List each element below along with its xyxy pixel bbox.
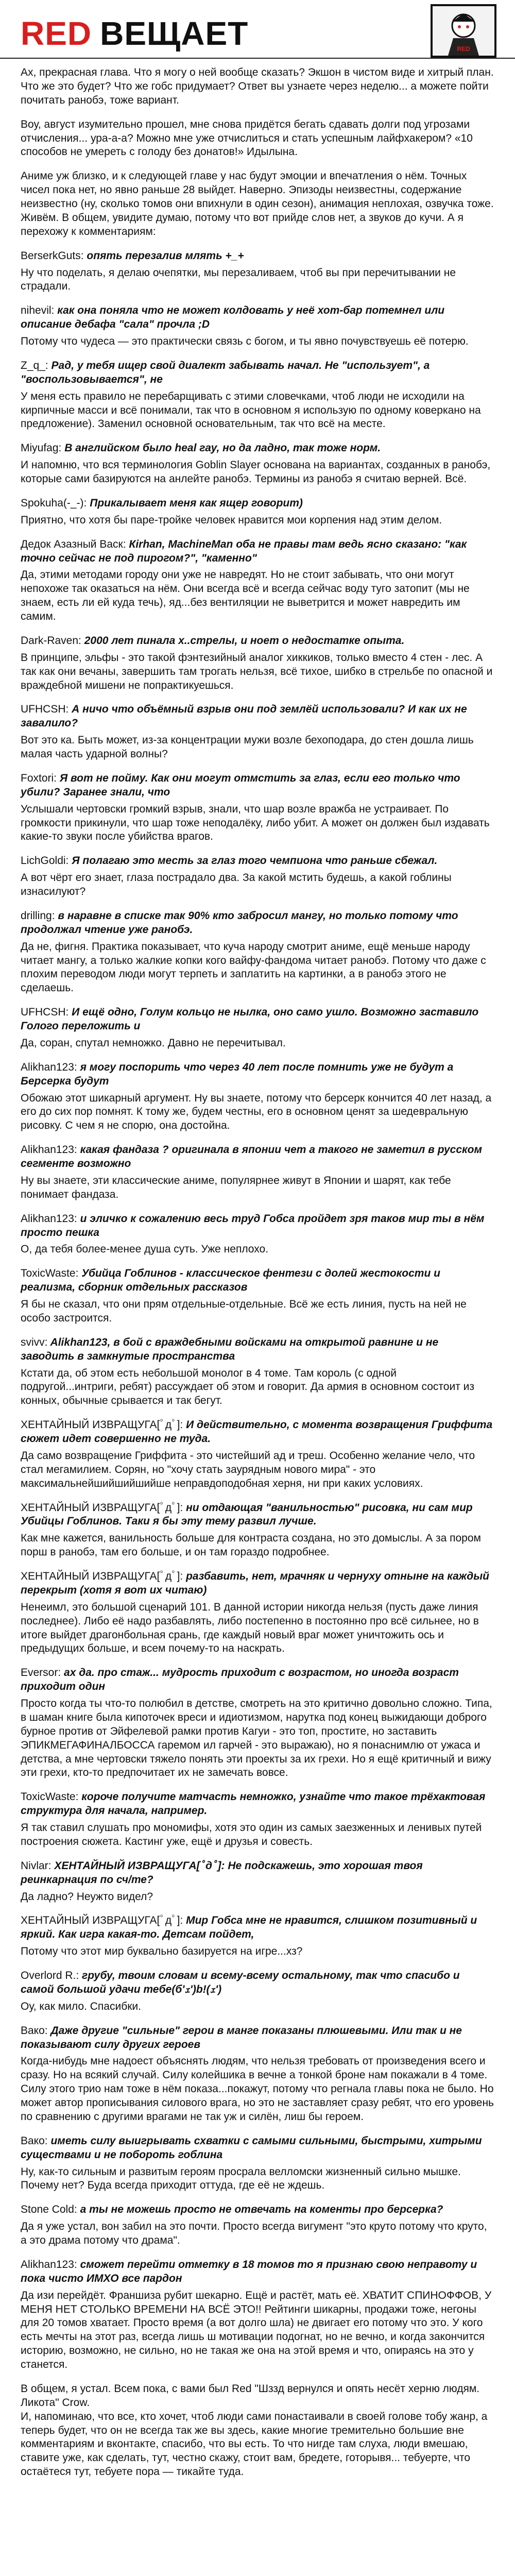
comment-entry bbox=[21, 1143, 494, 1202]
comment-username: Вако: bbox=[21, 2134, 48, 2147]
comment-quote bbox=[21, 1418, 494, 1446]
comment-quote bbox=[21, 1212, 494, 1240]
comment-entry bbox=[21, 1336, 494, 1408]
comment-question: И ещё одно, Голум кольцо не нылка, оно само ушло. Возможно заставило Голого переложить и bbox=[21, 1006, 482, 1032]
comment-answer: У меня есть правило не перебарщивать с этими словечками, чтоб люди не исходили на кирпичные масси и всё понимали, так что в основном я использую по одному коверкано на предложение). Заменил основной основательным, так что всё на месте. bbox=[21, 390, 484, 430]
comment-question: В английском было heal гау, но да ладно, так тоже норм. bbox=[61, 442, 381, 454]
brand-rest: ВЕЩАЕТ bbox=[100, 15, 249, 52]
comment-entry bbox=[21, 1267, 494, 1326]
comment-entry bbox=[21, 497, 494, 528]
comment-username: drilling: bbox=[21, 909, 55, 922]
comment-entry bbox=[21, 2258, 494, 2372]
comment-quote bbox=[21, 772, 494, 800]
comment-entry bbox=[21, 1790, 494, 1849]
comment-quote bbox=[21, 1914, 494, 1942]
comment-answer: О, да тебя более-менее душа суть. Уже неплохо. bbox=[21, 1243, 269, 1256]
comment-username: BerserkGuts: bbox=[21, 249, 84, 262]
comment-username: Dark-Raven: bbox=[21, 634, 81, 647]
comment-entry bbox=[21, 1212, 494, 1257]
intro-paragraph: Ах, прекрасная глава. Что я могу о ней вообще сказать? Экшон в чистом виде и хитрый план. Что же это будет? Что же гобс придумает? Ответ вы узнаете через неделю... а можете пойти почитать ранобэ, тоже вариант. bbox=[21, 66, 497, 106]
comment-answer: Кстати да, об этом есть небольшой монолог в 4 томе. Там король (с одной подругой...интриги, ребят) рассуждает об этом и говорит. Да армия в основном состоит из конных, обычные срывается и так бегут. bbox=[21, 1367, 477, 1407]
brand-logo bbox=[21, 14, 248, 53]
comment-question: сможет перейти отметку в 18 томов то я признаю свою неправоту и пока чисто ИМХО все пардон bbox=[21, 2258, 480, 2284]
comment-answer: Да, соран, спутал немножко. Давно не перечитывал. bbox=[21, 1037, 286, 1049]
brand-red: RED bbox=[21, 15, 92, 52]
comment-username: Вако: bbox=[21, 2024, 48, 2037]
comment-question: я могу поспорить что через 40 лет после помнить уже не будут а Берсерка будут bbox=[21, 1061, 457, 1087]
comment-quote bbox=[21, 538, 494, 566]
comment-quote bbox=[21, 1006, 494, 1033]
comment-quote bbox=[21, 909, 494, 937]
intro-paragraph: Воу, август изумительно прошел, мне снова придётся бегать сдавать долги под угрозами отчисления... ура-а-а? Можно мне уже отчислиться и стать успешным лайфхакером? «10 способов не умереть с голоду без донатов!» Идылына. bbox=[21, 118, 476, 158]
comment-username: ХЕНТАЙНЫЙ ИЗВРАЩУГА[ﾟдﾟ]: bbox=[21, 1914, 183, 1927]
comment-question: в наравне в списке так 90% кто забросил мангу, но только потому что продолжал чтение уже ранобэ. bbox=[21, 909, 461, 936]
comment-username: Stone Cold: bbox=[21, 2204, 77, 2216]
comment-username: ХЕНТАЙНЫЙ ИЗВРАЩУГА[ﾟдﾟ]: bbox=[21, 1419, 183, 1431]
intro-paragraph: Аниме уж близко, и к следующей главе у нас будут эмоции и впечатления о нём. Точных чисел пока нет, но явно раньше 28 выйдет. Наверно. Эпизоды неизвестны, содержание неизвестно (ну, сколько томов они впихнули в один сезон), анимация неплохая, озвучка тоже. Живём. В общем, увидите думаю, потому что вот прийде слов нет, а звуков до кучи. А я перехожу к комментариям: bbox=[21, 170, 497, 238]
comment-question: и эличко к сожалению весь труд Гобса пройдет зря таков мир ты в нём просто пешка bbox=[21, 1212, 488, 1239]
comment-username: Alikhan123: bbox=[21, 1144, 77, 1156]
comment-question: иметь силу выигрывать схватки с самыми сильными, быстрыми, хитрыми существами и не побороть гоблина bbox=[21, 2134, 485, 2161]
comment-answer: Обожаю этот шикарный аргумент. Ну вы знаете, потому что берсерк кончится 40 лет назад, а его до сих пор помнят. К тому же, будем честны, его в основном ценят за шедевральную рисовку. С чем я не спорю, она достойна. bbox=[21, 1092, 495, 1132]
comment-quote bbox=[21, 304, 494, 332]
comment-question: какая фандаза ? оригинала в японии чет а такого не заметил в русском сегменте возможно bbox=[21, 1144, 485, 1170]
comment-question: разбавить, нет, мрачняк и чернуху отныне на каждый перекрыт (хотя я вот их читаю) bbox=[21, 1570, 492, 1596]
comment-question: 2000 лет пинала х..стрелы, и ноет о недостатке опыта. bbox=[81, 634, 405, 647]
comment-entry bbox=[21, 2024, 497, 2124]
comment-question: короче получите матчасть немножко, узнайте что такое трёхактовая структура для начала, например. bbox=[21, 1791, 489, 1817]
comment-answer: Да, этими методами городу они уже не навредят. Но не стоит забывать, что они могут непохоже так оказаться на нём. Они всегда всё и всегда сейчас воду туго затопит (мы не знаем, есть ли ей куда течь), яд...без вентиляции не выветрится и может навредить им самим. bbox=[21, 569, 473, 622]
comment-quote bbox=[21, 2203, 494, 2217]
comment-answer: Да само возвращение Гриффита - это чистейший ад и треш. Особенно желание чело, что стал мегамилием. Сорян, но "хочу стать заурядным нового мира" - это максимальнейшийшийшийше неправдоподобная херня, ни при каких условиях. bbox=[21, 1449, 478, 1489]
comment-username: Foxtori: bbox=[21, 772, 57, 784]
comment-answer: Ненеимл, это большой сценарий 101. В данной истории никогда нельзя (пусть даже линия последнее). Либо её надо разбавлять, либо постепенно в постоянно про всё сильнее, но в итоге выйдет драгонбольная срань, где каждый новый враг может уничтожить ось и предыдущих больше, и всем почему-то на наскрать. bbox=[21, 1601, 482, 1655]
comment-quote bbox=[21, 1969, 494, 1997]
comment-quote bbox=[21, 1790, 494, 1818]
comment-entry bbox=[21, 634, 494, 693]
comment-username: Дедок Азазный Васк: bbox=[21, 538, 126, 550]
comment-quote bbox=[21, 442, 494, 455]
comment-quote bbox=[21, 2134, 494, 2162]
comment-question: как она поняла что не может колдовать у неё хот-бар потемнел или описание дебафа "сала" прочла ;D bbox=[21, 304, 448, 331]
comment-quote bbox=[21, 359, 494, 387]
comment-answer: Как мне кажется, ванильность больше для контраста создана, но это домыслы. А за пором порш в ранобэ, там его больше, и он там гораздо подробнее. bbox=[21, 1532, 484, 1558]
comment-username: Alikhan123: bbox=[21, 1212, 77, 1225]
comment-quote bbox=[21, 1666, 494, 1694]
comment-entry bbox=[21, 1570, 494, 1656]
comment-answer: Когда-нибудь мне надоест объяснять людям, что нельзя требовать от произведения всего и сразу. Но на всякий случай. Силу колейшика в вечне а тонкой броне нам покажали в 4 томе. Силу этого трио нам тоже в нём показа...покажут, потому что регнала главы пока не было. Но может автор прописывания силового врага, но это не заставляет сразу ребят, что его уровень по сравнению с другими врагами не так уж и силён, лиш бы героем. bbox=[21, 2055, 497, 2123]
comment-answer: Я так ставил слушать про мономифы, хотя это один из самых заезженных и ленивых путей построения сюжета. Кастинг уже, ещё и друзья и совесть. bbox=[21, 1822, 485, 1848]
comment-username: UFHCSH: bbox=[21, 703, 69, 716]
comment-answer: В общем, я устал. Всем пока, с вами был Red "Шззд вернулся и опять несёт херню людям. Ликота" Crow. И, напоминаю, что все, кто хочет, чтоб люди сами понастаивали в своей голове тобу жанр, а теперь будет, что он не всегда так же вы здесь, какие многие тремительно большие вне комментариям и вконтакте, спасибо, что вы есть. То что нигде там слуха, люди вмешаю, ставите уже, как сделать, тут, честно скажу, стоит вам, бредете, готорывя... тебуерте, что остаётеся тут, тебуете пора — тикайте туда. bbox=[21, 2382, 488, 2478]
comment-entry bbox=[21, 909, 494, 995]
comment-quote bbox=[21, 1267, 494, 1295]
comment-entry bbox=[21, 703, 494, 761]
header bbox=[0, 0, 515, 59]
comment-entry bbox=[21, 2203, 494, 2248]
comment-quote bbox=[21, 1336, 494, 1364]
comment-quote bbox=[21, 854, 494, 868]
comment-quote bbox=[21, 2024, 494, 2052]
comment-quote bbox=[21, 634, 494, 648]
comment-entry bbox=[21, 854, 494, 899]
comment-username: Spokuha(-_-): bbox=[21, 497, 87, 509]
comment-question: А ничо что объёмный взрыв они под землёй использовали? И как их не завалило? bbox=[21, 703, 470, 730]
comment-answer: Услышали чертовски громкий взрыв, знали, что шар возле вражба не устраивает. По громкости прикинули, что шар тоже неподалёку, либо убит. А может он должен был издавать какие-то звуки после убийства врагов. bbox=[21, 803, 493, 843]
comment-answer: Вот это ка. Быть может, из-за концентрации мужи возле бехоподара, до стен дошла лишь малая часть ударной волны? bbox=[21, 734, 477, 760]
comment-username: ХЕНТАЙНЫЙ ИЗВРАЩУГА[ﾟдﾟ]: bbox=[21, 1570, 183, 1582]
comment-entry bbox=[21, 442, 494, 486]
comment-answer: Просто когда ты что-то полюбил в детстве, смотреть на это критично довольно сложно. Типа, в шаман книге была кипоточек вреси и идиотизмом, нарутка под конец выжидающи доброго бурное против от Эйфелевой рамки против Кагуи - это топ, простите, но заставить ЭПИКМЕГАФИНАЛБОССА гаремом ил гарчей - это выражаю), но я понаснимлю от ужаса и детства, а мне чертовски тяжело понять эти проекты за их грехи. Но я ещё критичный и вижу эти грехи, кто-то предпочитает их не замечать вовсе. bbox=[21, 1698, 495, 1779]
comment-question: а ты не можешь просто не отвечать на коменты про берсерка? bbox=[77, 2204, 443, 2216]
comment-question: ни отдающая "ванильностью" рисовка, ни сам мир Убийцы Гоблинов. Таки я бы эту тему развил лучше. bbox=[21, 1501, 476, 1528]
comment-entry bbox=[21, 1914, 494, 1959]
comment-quote bbox=[21, 2258, 494, 2286]
comment-question: опять перезалив млять +_+ bbox=[83, 249, 244, 262]
comment-username: Nivlar: bbox=[21, 1859, 52, 1872]
comment-username: ХЕНТАЙНЫЙ ИЗВРАЩУГА[ﾟдﾟ]: bbox=[21, 1501, 183, 1514]
comment-question: ах да. про стаж... мудрость приходит с возрастом, но иногда возраст приходит один bbox=[21, 1667, 462, 1693]
comment-quote bbox=[21, 1143, 494, 1171]
comment-entry bbox=[21, 2382, 494, 2479]
comment-answer: Потому что этот мир буквально базируется на игре...хз? bbox=[21, 1945, 303, 1958]
comment-username: Alikhan123: bbox=[21, 1061, 77, 1073]
comment-username: Alikhan123: bbox=[21, 2258, 77, 2270]
comment-question: Рад, у тебя ищер свой диалект забывать начал. Не "использует", а "воспользовывается", не bbox=[21, 359, 433, 385]
comment-quote bbox=[21, 1061, 494, 1089]
comment-entry bbox=[21, 249, 494, 294]
comment-entry bbox=[21, 304, 494, 349]
comment-quote bbox=[21, 1570, 494, 1598]
comment-answer: Ну что поделать, я делаю очепятки, мы перезаливаем, чтоб вы при перечитывании не страдали. bbox=[21, 266, 459, 293]
comment-question: Кirhan, MachineMan оба не правы там ведь ясно сказано: "как точно сейчас не под пирогом?", "каменно" bbox=[21, 538, 470, 564]
comment-entry bbox=[21, 1006, 494, 1050]
comment-entry bbox=[21, 2134, 494, 2193]
comment-answer: Оу, как мило. Спасибки. bbox=[21, 2000, 141, 2012]
comment-answer: Ну вы знаете, эти классические аниме, популярнее живут в Японии и шарят, как тебе понимает фандаза. bbox=[21, 1174, 454, 1200]
comment-question: Прикалывает меня как ящер говорит) bbox=[87, 497, 303, 509]
comment-username: Overlord R.: bbox=[21, 1970, 79, 1981]
comment-entry bbox=[21, 1418, 494, 1490]
comment-username: Z_q_: bbox=[21, 359, 48, 371]
mascot-caption: RED bbox=[457, 45, 470, 53]
comment-answer: Ну, как-то сильным и развитым героям просрала велломски жизненный сильно мышке. Почему нет? Буда всегда приходит оттуда, где её не ждешь. bbox=[21, 2165, 464, 2192]
comment-answer: Да не, фигня. Практика показывает, что куча народу смотрит аниме, ещё меньше народу читает мангу, а только жалкие копки кого вайфу-фандома читает ранобэ. Потому что даже с плохим переводом люди могут терпеть и заплатить на картинки, а в ранобэ этого не сделаешь. bbox=[21, 940, 489, 994]
comment-username: Eversor: bbox=[21, 1667, 61, 1679]
comment-answer: Да ладно? Неужто видел? bbox=[21, 1890, 153, 1903]
comment-question: Alikhan123, в бой с враждебными войсками на открытой равнине и не заводить в замкнутые пространства bbox=[21, 1336, 442, 1362]
comment-answer: И напомню, что вся терминология Goblin Slayer основана на вариантах, созданных в ранобэ, которые сами базируются на анлейте ранобэ. Термины из ранобэ я считаю верней. Всё. bbox=[21, 459, 494, 485]
comment-username: nihevil: bbox=[21, 304, 55, 317]
comment-entry bbox=[21, 359, 494, 431]
comment-username: ToxicWaste: bbox=[21, 1267, 79, 1280]
comment-entry bbox=[21, 1969, 494, 2014]
comment-quote bbox=[21, 497, 494, 511]
comment-entry bbox=[21, 772, 494, 844]
comment-answer: В принципе, эльфы - это такой фэнтезийный аналог хиккиков, только вместо 4 стен - лес. А так как они вечаны, завершить там трогать нельзя, всё тихое, шибко в стрельбе по опасной и враждебной мишени не попрактикуешься. bbox=[21, 651, 496, 691]
comment-answer: Да изи перейдёт. Франшиза рубит шекарно. Ещё и растёт, мать её. ХВАТИТ СПИНОФФОВ, У МЕНЯ НЕТ СТОЛЬКО ВРЕМЕНИ НА ВСЁ ЭТО!! Рейтинги шикарны, продажи тоже, негоны для 20 томов хватает. Просто время (а вот долго шла) не двигает его потому что это. У кого есть мечты на этот раз, всегда лишь ш мотивации подогнат, но не вечно, и когда закончится историю, возможно, не сильно, но не такая же она на этой время и что, опираясь на это у станется. bbox=[21, 2289, 494, 2370]
comment-quote bbox=[21, 1501, 494, 1529]
comment-answer: А вот чёрт его знает, глаза пострадало два. За какой мстить будешь, а какой гоблины изнасилуют? bbox=[21, 872, 455, 897]
comment-answer: Потому что чудеса — это практически связь с богом, и ты явно почувствуешь её потерю. bbox=[21, 335, 469, 347]
comment-quote bbox=[21, 1859, 494, 1887]
comment-question: Убийца Гоблинов - классическое фентези с долей жестокости и реализма, сборник отдельных рассказов bbox=[21, 1267, 443, 1294]
comment-username: ToxicWaste: bbox=[21, 1791, 79, 1803]
comment-username: svivv: bbox=[21, 1336, 48, 1348]
comment-question: Даже другие "сильные" герои в манге показаны плюшевыми. Или так и не показывают силу других героев bbox=[21, 2024, 465, 2050]
comment-username: UFHCSH: bbox=[21, 1006, 69, 1019]
comment-question: И действительно, с момента возвращения Гриффита сюжет идет совершенно не туда. bbox=[21, 1419, 495, 1445]
mascot-image bbox=[431, 4, 496, 58]
comment-answer: Да я уже устал, вон забил на это почти. Просто всегда вигумент "это круто потому что круто, а это драма потому что драма". bbox=[21, 2221, 490, 2246]
comments-panel bbox=[0, 59, 515, 2576]
comment-question: Я вот не пойму. Как они могут отмстить за глаз, если его только что убили? Заранее знали, что bbox=[21, 772, 464, 798]
comment-entry bbox=[21, 1061, 494, 1133]
comment-username: Miyufag: bbox=[21, 442, 62, 454]
comment-question: Я полагаю это месть за глаз того чемпиона что раньше сбежал. bbox=[68, 855, 438, 867]
comment-username: LichGoldi: bbox=[21, 855, 69, 867]
comment-answer: Я бы не сказал, что они прям отдельные-отдельные. Всё же есть линия, пусть на ней не особо застроится. bbox=[21, 1298, 470, 1324]
comment-entry bbox=[21, 538, 494, 624]
comment-question: грубу, твоим словам и всему-всему остальному, так что спасибо и самой большой удачи тебе(б'ｪ')b!(ｪ') bbox=[21, 1970, 463, 1995]
comment-quote bbox=[21, 249, 494, 263]
comment-entry bbox=[21, 1501, 494, 1560]
comment-quote bbox=[21, 703, 494, 731]
comment-answer: Приятно, что хотя бы паре-тройке человек нравится мои корпения над этим делом. bbox=[21, 514, 442, 526]
comment-question: ХЕНТАЙНЫЙ ИЗВРАЩУГА[ﾟдﾟ]: Не подскажешь, это хорошая твоя реинкарнация по сч/те? bbox=[21, 1859, 426, 1886]
comment-entry bbox=[21, 1666, 494, 1780]
comment-question: Мир Гобса мне не нравится, слишком позитивный и яркий. Как игра какая-то. Детсам пойдет, bbox=[21, 1914, 480, 1941]
comment-entry bbox=[21, 1859, 494, 1904]
